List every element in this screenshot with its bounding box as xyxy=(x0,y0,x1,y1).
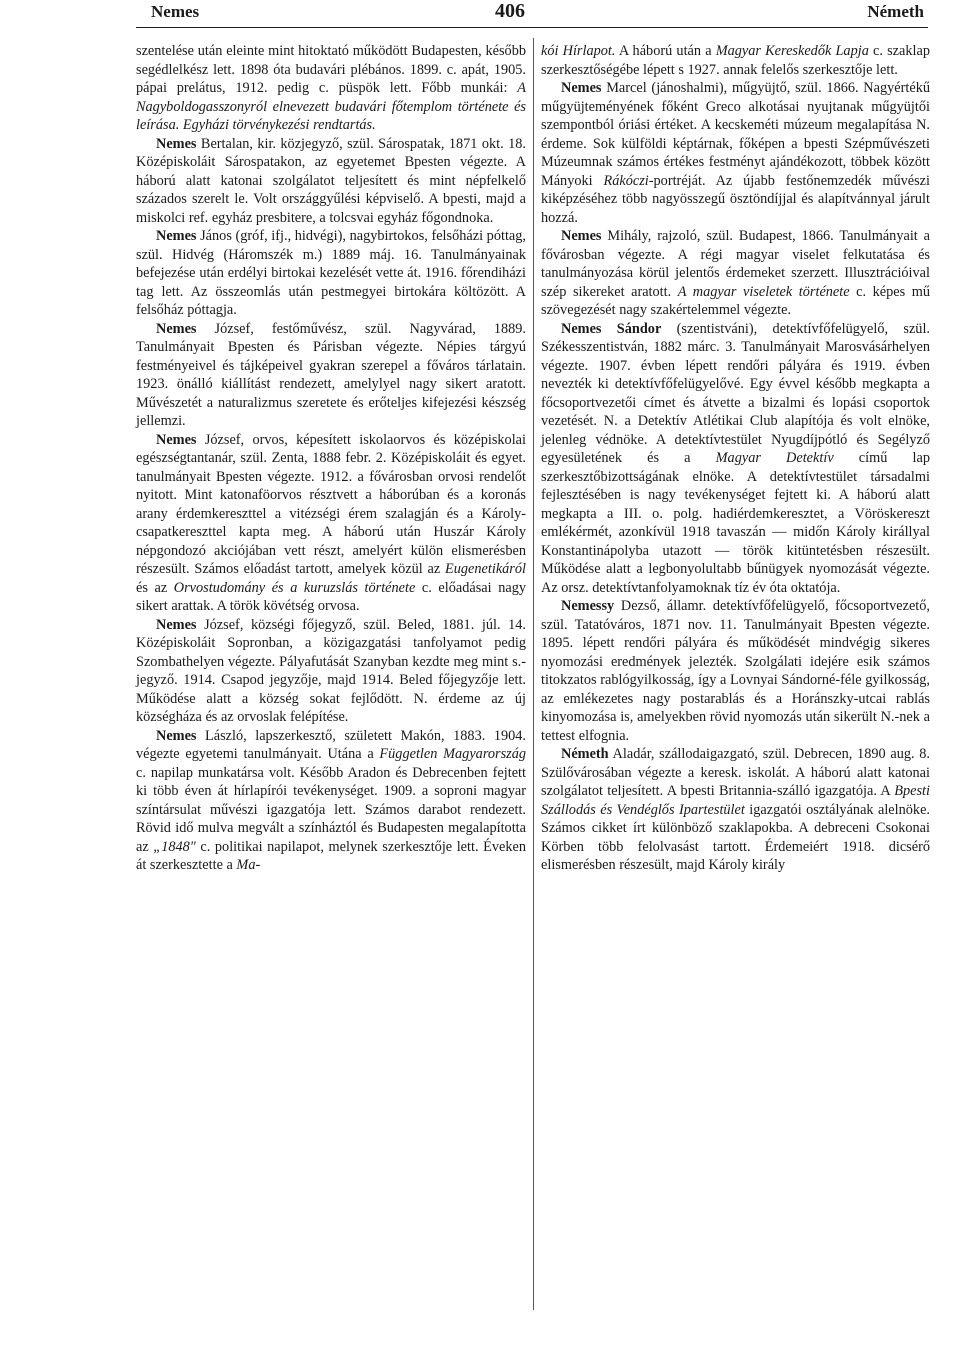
entry-text: Bertalan, kir. közjegyző, szül. Sárospatak, 1871 okt. 18. Középiskoláit Sárospatakon, az egyetemet Bpesten végezte. A háború alatt katonai szolgálatot teljesített és mint népfelkelő százados szerelt le. Volt országgyűlési képviselő. A bpesti, majd a miskolci ref. egyház presbitere, a tolcsvai egyház főgondnoka. xyxy=(136,135,526,226)
entry xyxy=(541,42,930,79)
entry-name: Nemes xyxy=(156,228,197,244)
entry xyxy=(541,79,930,227)
entry xyxy=(136,42,526,135)
entry-title: Bpesti Szállodás és Vendéglős Ipartestület xyxy=(541,783,930,818)
entry-title: Magyar Kereskedők Lapja xyxy=(715,43,869,59)
entry-text: -portréját. Az újabb festőnemzedék művészi kiképzéséhez több nagyösszegű ösztöndíjjal és alapítvánnyal járult hozzá. xyxy=(541,172,931,226)
entry-name: Nemes xyxy=(561,80,602,96)
entry-text: József, festőművész, szül. Nagyvárad, 1889. Tanulmányait Bpesten és Párisban végezte. Népies tárgyú festményeivel és tájképeivel gyakran szerepel a főváros tárlatain. 1923. önálló kiállítást rendezett, amelylyel nagy sikert aratott. Művészetét a naturalizmus szeretete és erőteljes kifejezési készség jellemzi. xyxy=(136,320,526,429)
header-left-word: Nemes xyxy=(151,2,200,21)
entry-name: Nemes xyxy=(156,727,197,744)
entry xyxy=(136,727,526,875)
right-column xyxy=(541,42,930,875)
entry-title: kói Hírlapot. xyxy=(541,43,616,59)
entry-text: József, orvos, képesített iskolaorvos és középiskolai egészségtantanár, szül. Zenta, 1888 febr. 2. Középiskoláit és egyet. tanulmányait Bpesten végezte. 1912. a fővárosban orvosi rendelőt nyitott. Mint katonaföorvos résztvett a háborúban és a koronás arany érdemkereszttel a vitézségi érem szalagján és a Károly-csapatkereszttel kapta meg. A háború után Huszár Károly népgondozó akciójában vett részt, amelyért külön elismerésben részesült. Számos előadást tartott, amelyek közül az xyxy=(136,431,526,577)
entry-text: című lap szerkesztőbizottságának elnöke. A detektívtestület társadalmi fejlesztésében is nagy tevékenységet fejtett ki. A háború alatt megkapta a III. o. polg. hadiérdemkeresztet, a Vöröskereszt emlékérmét, azonkívül 1918 tavaszán — midőn Károly királlyal Konstantinápolyba utazott — török kitüntetésben részesült. Működése alatt a legbonyolultabb bűnügyek nyomozását végezte. Az orsz. detektívtanfolyamoknak tíz év óta oktatója. xyxy=(541,450,930,596)
entry-text: Marcel (jánoshalmi), műgyüjtő, szül. 1866. Nagyértékű műgyüjteményének főként Greco alkotásai nyujtanak műgyüjtői szempontból óriási értéket. A kecskeméti múzeum megalapítása N. érdeme. Sok külföldi képtárnak, főképen a bpesti Szépművészeti Múzeumnak számos értékes festményt ajándékozott, többek között Mányoki xyxy=(541,80,930,189)
entry-text: c. előadásai nagy sikert arattak. A török kövétség orvosa. xyxy=(136,579,526,614)
entry-text: szentelése után eleinte mint hitoktató működött Budapesten, később segédlelkész lett. 1898 óta budavári plébános. 1899. c. apát, 1905. pápai prelátus, 1912. pedig c. püspök lett. Főbb munkái: xyxy=(136,43,526,96)
entry-title: Orvostudomány és a kuruzslás története xyxy=(173,579,416,596)
entry-name: Nemes xyxy=(156,616,197,633)
column-divider xyxy=(533,38,534,1310)
page-header xyxy=(0,0,960,32)
header-rule xyxy=(136,27,928,28)
entry xyxy=(136,227,526,320)
entry xyxy=(136,431,526,616)
entry-name: Németh xyxy=(561,746,609,762)
entry xyxy=(541,597,930,745)
entry-text: László, lapszerkesztő, született Makón, 1883. 1904. végezte egyetemi tanulmányait. Utána a xyxy=(136,727,526,762)
entry-name: Nemes xyxy=(156,320,197,337)
entry-name: Nemes xyxy=(561,228,602,244)
entry-text: c. napilap munkatársa volt. Később Aradon és Debrecenben fejtett ki több éven át hírlapírói tevékenységet. 1909. a soproni magyar színtársulat művészi igazgatója lett. Számos darabot rendezett. Rövid idő mulva megvált a színháztól és Budapesten megalapította az xyxy=(136,764,526,855)
entry xyxy=(136,320,526,431)
entry-title: A magyar viseletek története xyxy=(677,283,850,300)
entry xyxy=(541,745,930,875)
entry-title: Rákóczi xyxy=(603,172,649,189)
page-number: 406 xyxy=(495,0,525,22)
entry-text: Aladár, szállodaigazgató, szül. Debrecen, 1890 aug. 8. Szülővárosában végezte a keresk. iskolát. A háború alatt katonai szolgálatot teljesített. A bpesti Britannia-szálló igazgatója. A xyxy=(541,746,930,799)
entry-name: Nemessy xyxy=(561,598,615,614)
entry-text: c. képes mű szövegezését nagy szakértelemmel végezte. xyxy=(541,283,931,318)
left-column xyxy=(136,42,526,875)
entry xyxy=(136,135,526,228)
entry-text: János (gróf, ifj., hidvégi), nagybirtokos, felsőházi póttag, szül. Hidvég (Háromszék m.) 1889 máj. 16. Tanulmányainak befejezése után erdélyi birtokai kezelését vette át. 1916. főrendiházi tag lett. Az összeomlás után pestmegyei birtokára költözött. A felsőház póttagja. xyxy=(136,228,526,318)
entry-title: Eugenetikáról xyxy=(445,561,526,577)
entry-text: Dezső, államr. detektívfőfelügyelő, főcsoportvezető, szül. Tatatóváros, 1871 nov. 11. Tanulmányait Bpesten végezte. 1895. lépett rendőri pályára és működését mindvégig sikeres nyomozási eredmények jelezték. Szolgálati idejére esik számos titokzatos rablógyilkosság, így a Lovnyai Sándorné-féle gyilkosság, az emlékezetes nagy postarablás és a Horánszky-utcai rablás kinyomozása is, amelyekben rövid nyomozás után sikerült N.-nek a tettest elfognia. xyxy=(541,598,930,744)
entry-title: Ma- xyxy=(236,857,261,873)
entry-text: Mihály, rajzoló, szül. Budapest, 1866. Tanulmányait a fővárosban végezte. A régi magyar viselet felkutatása és tanulmányozása körül jelentős érdemeket szerzett. Illusztrációival szép sikereket aratott. xyxy=(541,228,930,300)
entry-name: Nemes xyxy=(156,135,197,152)
entry-text: (szentistváni), detektívfőfelügyelő, szül. Székesszentistván, 1882 márc. 3. Tanulmányait Marosvásárhelyen végezte. 1907. évben lépett rendőri pályára és 1919. évben nevezték ki detektívfőfelügyelővé. Egy évvel később megkapta a főcsoportvezetői címet és átvette a bizalmi és lopási csoportok vezetését. N. a Detektív Atlétikai Club alapítója és volt elnöke, jelenleg védnöke. A detektívtestület Nyugdíjpótló és Segélyző egyesületének és a xyxy=(541,320,930,466)
entry-title: Magyar Detektív xyxy=(715,450,834,466)
header-right-word: Németh xyxy=(867,2,924,21)
entry-text: A háború után a xyxy=(615,43,716,59)
entry xyxy=(136,616,526,727)
entry-text: és az xyxy=(136,579,174,596)
entry-title: Független Magyarország xyxy=(379,746,526,762)
entry-name: Nemes Sándor xyxy=(561,320,662,337)
entry-text: igazgatói osztályának alelnöke. Számos cikket írt különböző szaklapokba. A debreceni Csokonai Körben több felolvasást tartott. Érdemeiért 1918. dicsérő elismerésben részesült, majd Károly király xyxy=(541,801,930,873)
entry-title: „1848" xyxy=(153,838,196,855)
entry-text: József, községi főjegyző, szül. Beled, 1881. júl. 14. Középiskoláit Sopronban, a közigazgatási tanfolyamot pedig Szombathelyen végezte. Pályafutását Szanyban kezdte meg mint s.-jegyző. 1914. Csapod jegyzője, majd 1914. Beled főjegyzője lett. Működése alatt a község sokat fejlődött. N. érdeme az új községháza és az orvoslak felépítése. xyxy=(136,616,526,725)
entry xyxy=(541,320,930,598)
entry xyxy=(541,227,930,320)
entry-text: c. szaklap szerkesztőségébe lépett s 1927. annak felelős szerkesztője lett. xyxy=(541,43,930,78)
entry-title: A Nagyboldogasszonyról elnevezett budavári főtemplom története és leírása. Egyházi törvénykezési rendtartás. xyxy=(136,80,526,133)
entry-name: Nemes xyxy=(156,431,197,448)
entry-text: c. politikai napilapot, melynek szerkesztője lett. Éveken át szerkesztette a xyxy=(136,838,526,873)
